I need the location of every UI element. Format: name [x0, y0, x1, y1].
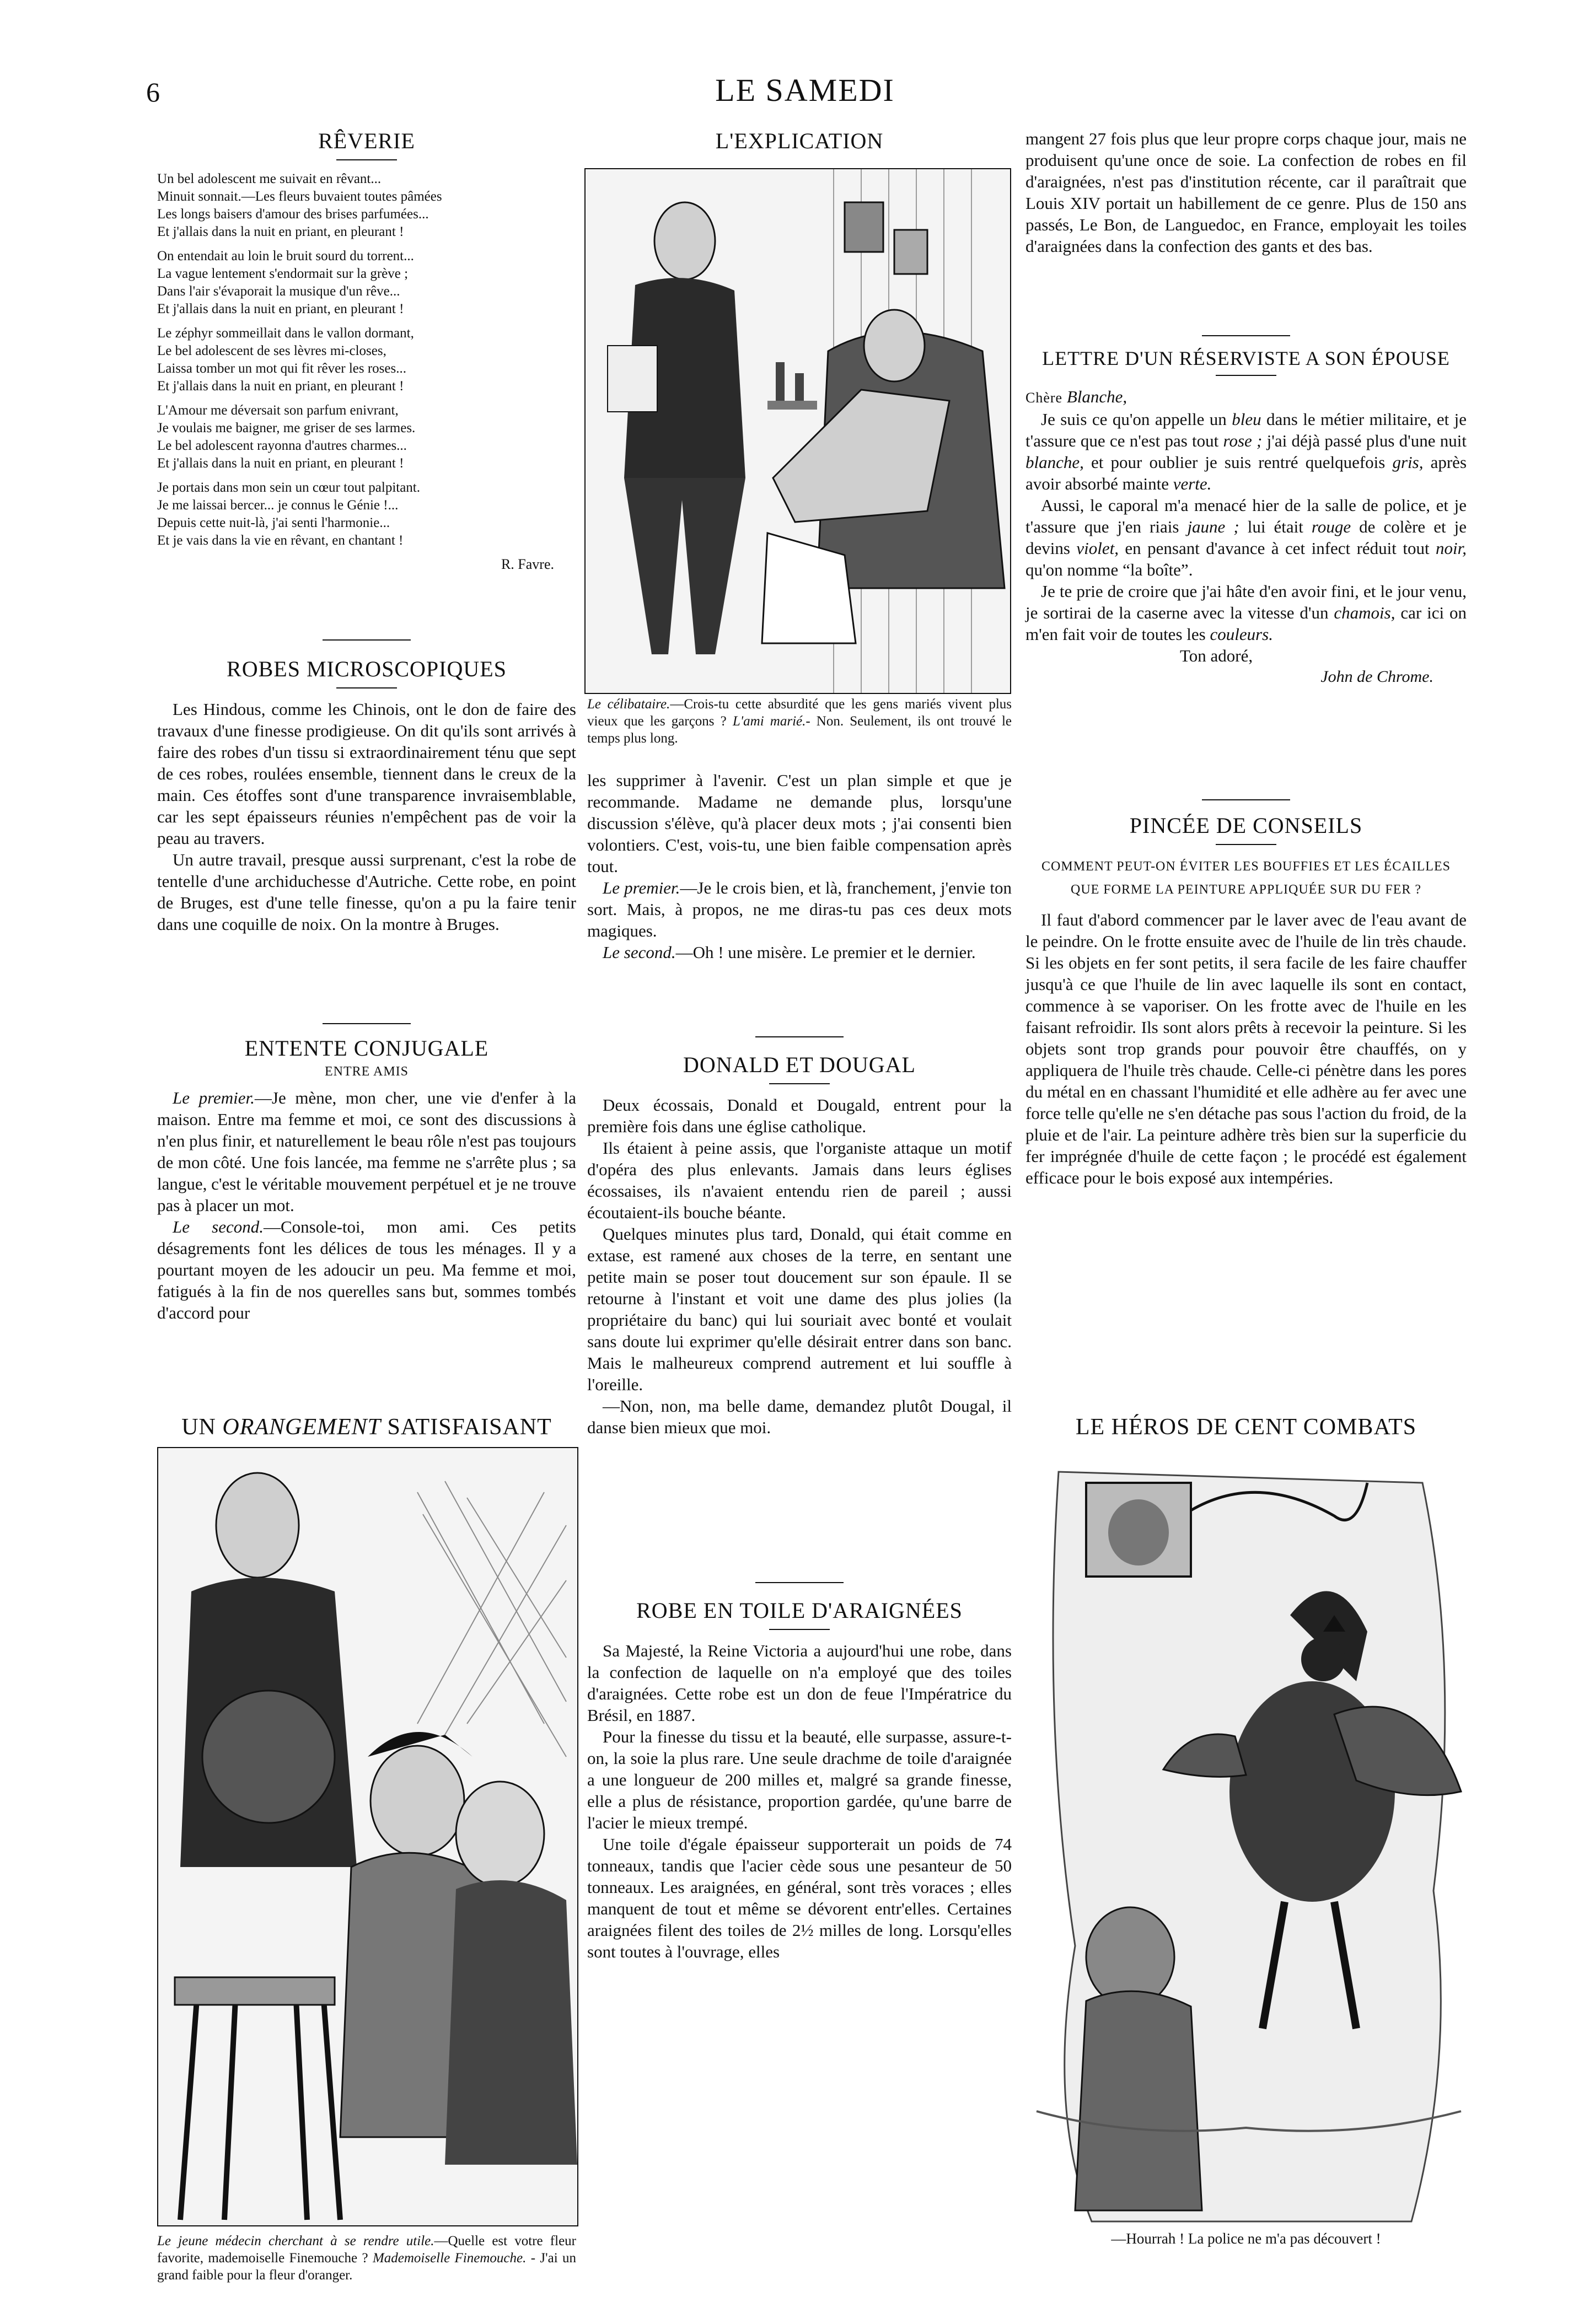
dialogue-text: —Oh ! une misère. Le premier et le dernier. [675, 943, 976, 962]
text: en pensant d'avance à cet infect réduit tout [1118, 539, 1436, 558]
section-rule [323, 1023, 411, 1024]
entente-continuation [587, 770, 1012, 963]
text-italic: rouge [1311, 517, 1351, 536]
entente-subtitle: ENTRE AMIS [324, 1064, 409, 1079]
verse-line: Et j'allais dans la nuit en priant, en pleurant ! [157, 224, 404, 239]
article-entente-conjugale [157, 1018, 576, 1324]
stanza [157, 402, 576, 472]
paragraph: Les Hindous, comme les Chinois, ont le don de faire des travaux d'une finesse prodigieuse. On dit qu'ils sont arrivés à faire des robes d'un tissu si extraordinairement ténu que sept de ces robes, roulées ensemble, tiennent dans le creux de la main. Ces étoffes sont d'une transparence invraisemblable, car les sept épaisseurs réunies n'empêchent pas de voir la peau au travers. [157, 700, 576, 848]
entente-title: ENTENTE CONJUGALE [244, 1036, 489, 1061]
speaker: Le premier. [603, 878, 680, 897]
text: j'ai déjà passé plus d'une nuit [1262, 431, 1467, 450]
verse-line: La vague lentement s'endormait sur la grève ; [157, 266, 409, 281]
caption-text: - Non. Seulement, ils ont trouvé le temps plus long. [587, 714, 1012, 746]
caption-text: - J'ai un grand faible pour la fleur d'oranger. [157, 2251, 577, 2283]
stanza [157, 325, 576, 395]
text-italic: blanche, [1025, 453, 1084, 472]
paragraph [1025, 494, 1467, 580]
speaker: Le second. [603, 943, 676, 962]
paragraph: Deux écossais, Donald et Dougald, entrent pour la première fois dans une église catholique. [587, 1095, 1012, 1136]
heros-caption: —Hourrah ! La police ne m'a pas découvert ! [1111, 2230, 1381, 2247]
robe-toile-title: ROBE EN TOILE D'ARAIGNÉES [636, 1598, 963, 1623]
text-italic: verte. [1173, 474, 1212, 493]
text: après avoir absorbé mainte [1025, 453, 1467, 493]
text-italic: couleurs. [1210, 625, 1273, 644]
title-rule [336, 159, 397, 160]
section-rule [1202, 799, 1290, 800]
title-part: ORANGEMENT [222, 1414, 382, 1440]
explication-caption [587, 696, 1012, 747]
article-donald-dougal [587, 1031, 1012, 1438]
text: dans le métier militaire, et je t'assure que ce n'est pas tout [1025, 410, 1467, 450]
article-orangement [157, 1414, 576, 1440]
section-rule [1202, 335, 1290, 336]
reverie-poem [157, 170, 576, 550]
robe-toile-continuation [1025, 128, 1467, 257]
title-rule [769, 1083, 830, 1084]
heros-title: LE HÉROS DE CENT COMBATS [1075, 1414, 1417, 1440]
article-pincee-conseils [1025, 794, 1467, 1188]
verse-line: Laissa tomber un mot qui fit rêver les roses... [157, 361, 406, 376]
speaker: Le second. [173, 1217, 264, 1236]
text: Je te prie de croire que j'ai hâte d'en avoir fini, et le jour venu, je sortirai de la caserne avec la vitesse d'un [1025, 582, 1467, 622]
stanza [157, 248, 576, 318]
section-rule [755, 1582, 844, 1583]
verse-line: Je voulais me baigner, me griser de ses larmes. [157, 421, 416, 435]
verse-line: Depuis cette nuit-là, j'ai senti l'harmonie... [157, 515, 390, 530]
verse-line: L'Amour me déversait son parfum enivrant, [157, 403, 399, 418]
dialogue-text: —Console-toi, mon ami. Ces petits désagrements font les délices de tous les ménages. Il y a pourtant moyen de les adoucir un peu. Ma femme et moi, fatigués à la fin de nos querelles sans but, sommes tombés d'accord pour [157, 1217, 576, 1322]
verse-line: Et j'allais dans la nuit en priant, en pleurant ! [157, 302, 404, 316]
paragraph: Quelques minutes plus tard, Donald, qui était comme en extase, est ramené aux choses de la terre, en sentant une petite main se poser tout doucement sur son épaule. Il se retourne à l'instant et voit une dame des plus jolies (la propriétaire du banc) qui lui souriait avec bonté et voulait sans doute lui exprimer qu'elle désirait entrer dans son banc. Mais le malheureux comprend autrement et lui souffle à l'oreille. [587, 1224, 1012, 1394]
lettre-closing: Ton adoré, [1180, 646, 1253, 665]
verse-line: Dans l'air s'évaporait la musique d'un rêve... [157, 284, 400, 299]
article-explication [587, 128, 1012, 154]
verse-line: Le bel adolescent rayonna d'autres charmes... [157, 438, 407, 453]
title-part: UN [181, 1414, 223, 1440]
heros-illustration [1025, 1450, 1467, 2224]
paragraph: Pour la finesse du tissu et la beauté, elle surpasse, assure-t-on, la soie la plus rare. Une seule drachme de toile d'araignée a une longueur de 200 milles et, malgré sa grande finesse, elle a plus de résistance, proportion gardée, qu'une barre de l'acier le mieux trempé. [587, 1727, 1012, 1832]
text-italic: jaune ; [1187, 517, 1239, 536]
dialogue-paragraph [157, 1216, 576, 1324]
title-rule [1216, 844, 1276, 845]
paragraph: —Non, non, ma belle dame, demandez plutôt Dougal, il danse bien mieux que moi. [587, 1396, 1012, 1437]
paragraph: Ils étaient à peine assis, que l'organiste attaque un motif d'opéra des plus enlevants. Jamais dans leurs églises écossaises, ils n'avaient entendu rien de pareil ; aussi écoutaient-ils bouche béante. [587, 1138, 1012, 1222]
verse-line: Le bel adolescent de ses lèvres mi-closes, [157, 343, 386, 358]
text: de colère et je devins [1025, 517, 1467, 558]
reverie-title: RÊVERIE [318, 128, 415, 153]
verse-line: Je me laissai bercer... je connus le Génie !... [157, 498, 399, 513]
lettre-signature: John de Chrome. [1320, 668, 1433, 686]
caption-italic: Le célibataire. [587, 697, 670, 712]
verse-line: Et je vais dans la vie en rêvant, en chantant ! [157, 533, 404, 548]
pincee-subtitle: COMMENT PEUT-ON ÉVITER LES BOUFFIES ET LES ÉCAILLES QUE FORME LA PEINTURE APPLIQUÉE SUR DU FER ? [1041, 859, 1451, 897]
title-part: SATISFAISANT [381, 1414, 552, 1440]
salutation-word: Chère [1025, 390, 1063, 406]
verse-line: Minuit sonnait.—Les fleurs buvaient toutes pâmées [157, 189, 442, 204]
paragraph: Un autre travail, presque aussi surprenant, c'est la robe de tentelle d'une archiduchesse d'Autriche. Cette robe, en point de Bruges, est d'une telle finesse, qu'on a pu la faire tenir dans une coquille de noix. On la montre à Bruges. [157, 850, 576, 934]
orangement-title [157, 1414, 576, 1440]
text: lui était [1239, 517, 1312, 536]
page-number: 6 [146, 77, 160, 107]
text: et pour oublier je suis rentré quelquefois [1083, 453, 1393, 472]
title-rule [1216, 375, 1276, 376]
verse-line: Les longs baisers d'amour des brises parfumées... [157, 207, 429, 222]
text-italic: rose ; [1223, 431, 1263, 450]
dialogue-paragraph [587, 942, 1012, 963]
verse-line: Et j'allais dans la nuit en priant, en pleurant ! [157, 379, 404, 394]
donald-title: DONALD ET DOUGAL [683, 1052, 916, 1077]
lettre-title: LETTRE D'UN RÉSERVISTE A SON ÉPOUSE [1042, 347, 1450, 369]
reverie-signature: R. Favre. [501, 556, 554, 572]
speaker: Le premier. [173, 1088, 255, 1107]
text-italic: violet, [1076, 539, 1119, 558]
article-robe-toile [587, 1577, 1012, 1962]
paragraph: mangent 27 fois plus que leur propre corps chaque jour, mais ne produisent qu'une once de soie. La confection de robes en fil d'araignées, n'est pas d'institution récente, car il paraîtrait que Louis XIV portait un habillement de ce genre. Plus de 150 ans passés, Le Bon, de Languedoc, en France, employait les toiles d'araignées dans la confection des gants et des bas. [1025, 129, 1467, 256]
pincee-title: PINCÉE DE CONSEILS [1129, 813, 1363, 838]
verse-line: Je portais dans mon sein un cœur tout palpitant. [157, 480, 421, 495]
text-italic: bleu [1232, 410, 1261, 429]
article-lettre-reserviste [1025, 330, 1467, 686]
text-italic: chamois, [1334, 603, 1395, 622]
paragraph [1025, 580, 1467, 645]
dialogue-paragraph [157, 1087, 576, 1216]
engraving-image [158, 1448, 577, 2225]
article-heros [1025, 1414, 1467, 1440]
text: Je suis ce qu'on appelle un [1041, 410, 1232, 429]
stanza [157, 479, 576, 550]
salutation-name: Blanche, [1062, 387, 1127, 406]
section-rule [323, 639, 411, 641]
text: qu'on nomme “la boîte”. [1025, 560, 1193, 579]
paragraph [1025, 408, 1467, 494]
paragraph: Une toile d'égale épaisseur supporterait un poids de 74 tonneaux, tandis que l'acier cède sous une pesanteur de 50 tonneaux. Les araignées, en général, sont très voraces ; elles manquent de tout et même se dévorent entr'elles. Certaines araignées filent des toiles de 2½ milles de long. Lorsqu'elles sont toutes à l'ouvrage, elles [587, 1835, 1012, 1961]
article-robes-microscopiques [157, 634, 576, 935]
caption-italic: L'ami marié. [732, 714, 806, 729]
text: Aussi, le caporal m'a menacé hier de la salle de police, et je t'assure que j'en riais [1025, 496, 1467, 536]
masthead: LE SAMEDI [715, 72, 895, 108]
article-reverie [157, 128, 576, 573]
explication-illustration [584, 168, 1011, 694]
engraving-image [586, 169, 1010, 693]
text-italic: gris, [1392, 453, 1424, 472]
caption-text: —Crois-tu cette absurdité que les gens mariés vivent plus vieux que les garçons ? [587, 697, 1012, 729]
dialogue-text: —Je mène, mon cher, une vie d'enfer à la maison. Entre ma femme et moi, ce sont des discussions à n'en plus finir, et naturellement le beau rôle n'est pas toujours de mon côté. Une fois lancée, ma femme ne s'arrête plus ; sa langue, c'est le véritable mouvement perpétuel et je ne trouve pas à placer un mot. [157, 1088, 576, 1215]
verse-line: Et j'allais dans la nuit en priant, en pleurant ! [157, 456, 404, 471]
verse-line: Le zéphyr sommeillait dans le vallon dormant, [157, 326, 414, 341]
caption-italic: Mademoiselle Finemouche. [372, 2251, 527, 2266]
caption-text: —Quelle est votre fleur favorite, mademoiselle Finemouche ? [157, 2234, 576, 2266]
paragraph: Il faut d'abord commencer par le laver avec de l'eau avant de le peindre. On le frotte ensuite avec de l'huile de lin très chaude. Si les objets en fer sont petits, il sera facile de les faire chauffer jusqu'à ce que l'huile de lin avec laquelle ils sont en contact, commence à se vaporiser. On les frotte avec de l'huile en les faisant refroidir. Ils sont alors prêts à recevoir la peinture. Si les objets sont trop grands pour pouvoir être chauffés, on y appliquera de l'huile très chaude. Celle-ci pénètre dans les pores du métal en en chassant l'humidité et elle adhère au fer avec une force telle qu'elle ne s'en détache pas sous l'action du froid, de la pluie et de l'air. La peinture adhère très bien sur la superficie du fer imprégnée d'huile de cette façon ; le procédé est également efficace pour le bois exposé aux intempéries. [1025, 910, 1467, 1187]
title-rule [336, 687, 397, 688]
verse-line: On entendait au loin le bruit sourd du torrent... [157, 249, 414, 263]
stanza [157, 170, 576, 241]
explication-title: L'EXPLICATION [715, 128, 884, 153]
section-rule [755, 1036, 844, 1037]
verse-line: Un bel adolescent me suivait en rêvant... [157, 171, 382, 186]
paragraph: Sa Majesté, la Reine Victoria a aujourd'hui une robe, dans la confection de laquelle on n'a employé que des toiles d'araignées. Cette robe est un don de feue l'Impératrice du Brésil, en 1887. [587, 1641, 1012, 1725]
orangement-illustration [157, 1447, 578, 2226]
dialogue-text: —Je le crois bien, et là, franchement, j'envie ton sort. Mais, à propos, ne me diras-tu pas ces deux mots magiques. [587, 878, 1012, 940]
engraving-image [1025, 1450, 1467, 2224]
title-rule [769, 1629, 830, 1630]
paragraph: les supprimer à l'avenir. C'est un plan simple et que je recommande. Madame ne demande plus, lorsqu'une discussion s'élève, qu'à placer deux mots ; j'ai consenti bien volontiers. C'est, vois-tu, une bien faible compensation après tout. [587, 771, 1012, 876]
robes-title: ROBES MICROSCOPIQUES [227, 657, 507, 681]
caption-italic: Le jeune médecin cherchant à se rendre utile. [157, 2234, 434, 2248]
text: car ici on m'en fait voir de toutes les [1025, 603, 1467, 644]
dialogue-paragraph [587, 877, 1012, 942]
salutation [1025, 386, 1467, 408]
text-italic: noir, [1436, 539, 1467, 558]
orangement-caption [157, 2232, 576, 2284]
